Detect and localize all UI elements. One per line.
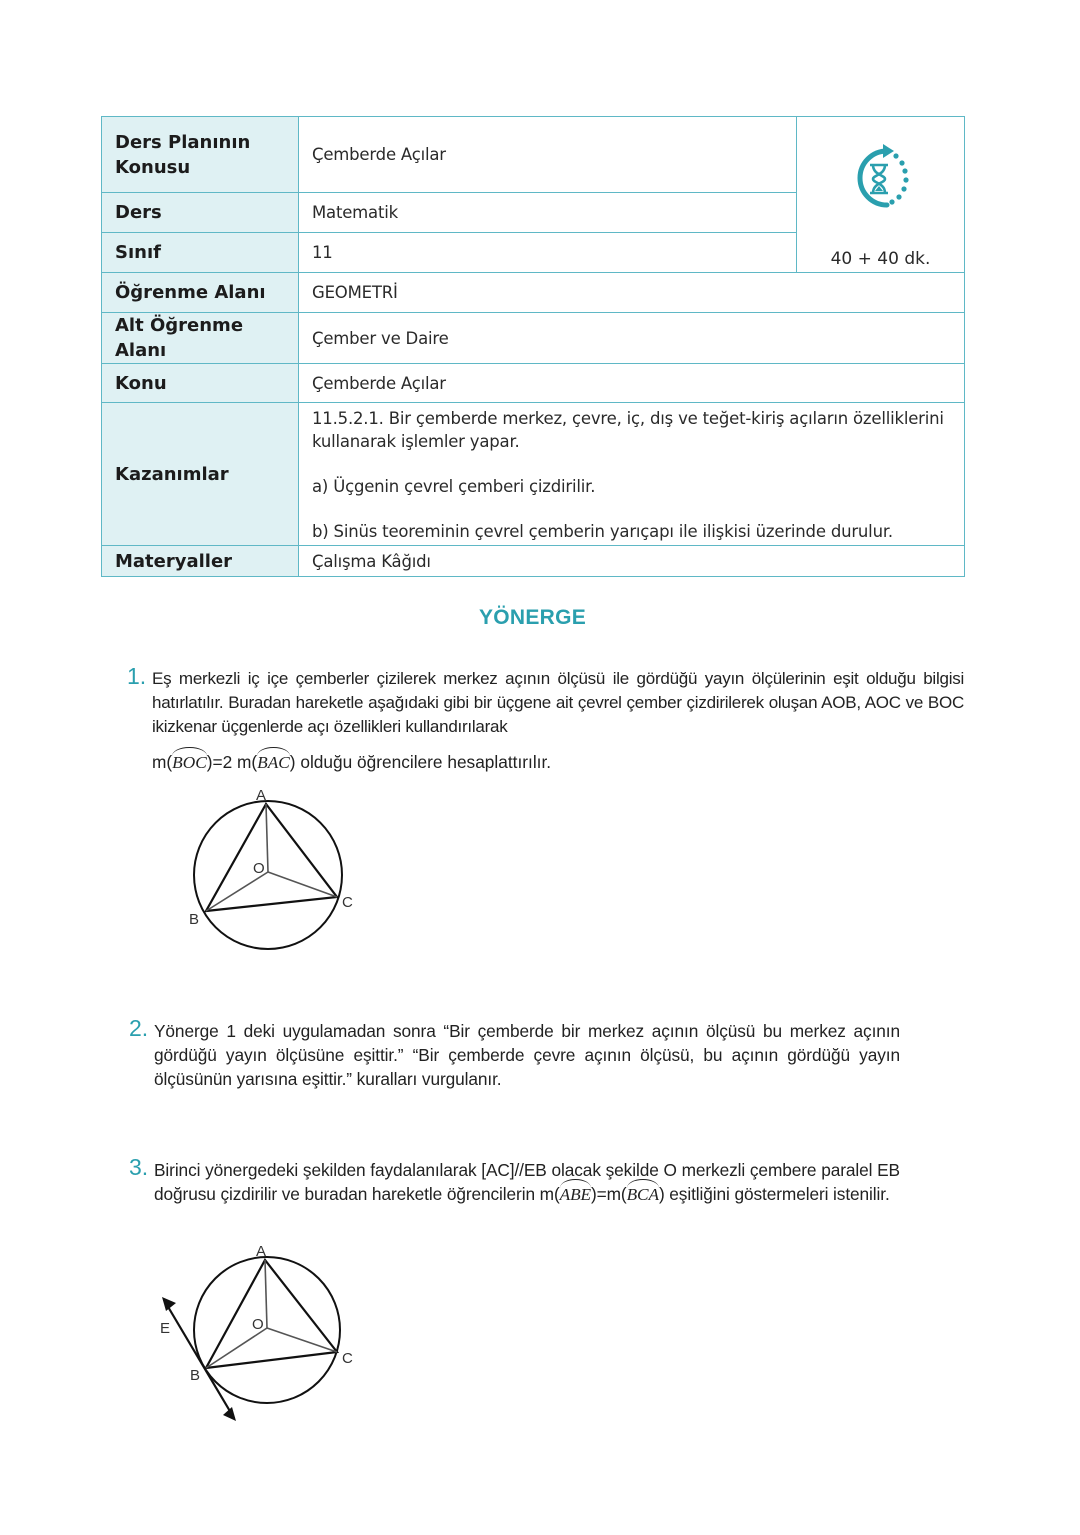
label-o: O xyxy=(253,860,265,877)
formula-line: m(BOC)=2 m(BAC) olduğu öğrencilere hesaplattırılır. xyxy=(152,750,964,775)
table-row xyxy=(102,313,965,364)
instruction-text: Yönerge 1 deki uygulamadan sonra “Bir çemberde bir merkez açının ölçüsü bu merkez açının gördüğü yayın ölçüsüne eşittir.” “Bir çemberde çevre açının ölçüsü, bu açının gördüğü yayın ölçüsünün yarısına eşittir.” kuralları vurgulanır. xyxy=(154,1021,900,1089)
table-row xyxy=(102,403,965,546)
kazanim-line: 11.5.2.1. Bir çemberde merkez, çevre, iç, dış ve teğet-kiriş açıların özelliklerini xyxy=(312,409,944,428)
instruction-number: 3. xyxy=(129,1154,149,1180)
row-label: Öğrenme Alanı xyxy=(102,273,299,313)
row-label: Materyaller xyxy=(102,546,299,577)
kazanimlar-value xyxy=(299,403,965,546)
label-b: B xyxy=(189,911,200,928)
label-a: A xyxy=(256,787,267,804)
circle-triangle-figure xyxy=(180,780,370,960)
row-label: Sınıf xyxy=(102,233,299,273)
kazanim-line: kullanarak işlemler yapar. xyxy=(312,432,520,451)
label-c: C xyxy=(342,1350,353,1367)
section-title: YÖNERGE xyxy=(478,606,587,629)
arc-bac: BAC xyxy=(257,751,290,775)
row-value: 11 xyxy=(299,233,797,273)
lesson-plan-table xyxy=(101,116,965,577)
arc-bca: BCA xyxy=(627,1183,659,1207)
duration-text: 40 + 40 dk. xyxy=(830,249,931,269)
instruction-number: 2. xyxy=(129,1015,149,1041)
arc-boc: BOC xyxy=(172,751,207,775)
instruction-2 xyxy=(129,1015,900,1091)
row-value: Çemberde Açılar xyxy=(299,364,965,403)
arc-abe: ABE xyxy=(560,1183,591,1207)
hourglass-timer-icon xyxy=(847,143,915,218)
row-label: Ders xyxy=(102,193,299,233)
circle-tangent-figure xyxy=(150,1235,370,1430)
label-b: B xyxy=(190,1367,201,1384)
row-value: Çalışma Kâğıdı xyxy=(299,546,965,577)
kazanim-line: b) Sinüs teoreminin çevrel çemberin yarıçapı ile ilişkisi üzerinde durulur. xyxy=(312,522,893,541)
row-value: Matematik xyxy=(299,193,797,233)
instruction-number: 1. xyxy=(127,663,147,689)
instruction-1 xyxy=(127,663,964,775)
row-value: Çember ve Daire xyxy=(299,313,965,364)
row-label: Kazanımlar xyxy=(102,403,299,546)
table-row xyxy=(102,546,965,577)
row-value: Çemberde Açılar xyxy=(299,117,797,193)
duration-cell xyxy=(797,117,965,273)
table-row xyxy=(102,364,965,403)
instruction-text: Birinci yönergedeki şekilden faydalanılarak [AC]//EB olacak şekilde O merkezli çembere paralel EB doğrusu çizdirilir ve buradan hareketle öğrencilerin m(ABE)=m(BCA) eşitliğini göstermeleri istenilir. xyxy=(154,1158,900,1207)
instruction-3 xyxy=(129,1154,900,1207)
kazanim-line: a) Üçgenin çevrel çemberi çizdirilir. xyxy=(312,477,596,496)
label-e: E xyxy=(160,1320,171,1337)
row-label: Ders Planının Konusu xyxy=(102,117,299,193)
label-a: A xyxy=(256,1243,267,1260)
label-c: C xyxy=(342,894,353,911)
instruction-text: Eş merkezli iç içe çemberler çizilerek merkez açının ölçüsü ile gördüğü yayın ölçülerinin eşit olduğu bilgisi hatırlatılır. Buradan hareketle aşağıdaki gibi bir üçgene ait çevrel çember çizdirilerek oluşan AOB, AOC ve BOC ikizkenar üçgenlerde açı özellikleri kullandırılarak xyxy=(152,669,964,736)
label-o: O xyxy=(252,1316,264,1333)
row-value: GEOMETRİ xyxy=(299,273,965,313)
table-row xyxy=(102,273,965,313)
row-label: Konu xyxy=(102,364,299,403)
row-label: Alt Öğrenme Alanı xyxy=(102,313,299,364)
table-row xyxy=(102,117,965,193)
